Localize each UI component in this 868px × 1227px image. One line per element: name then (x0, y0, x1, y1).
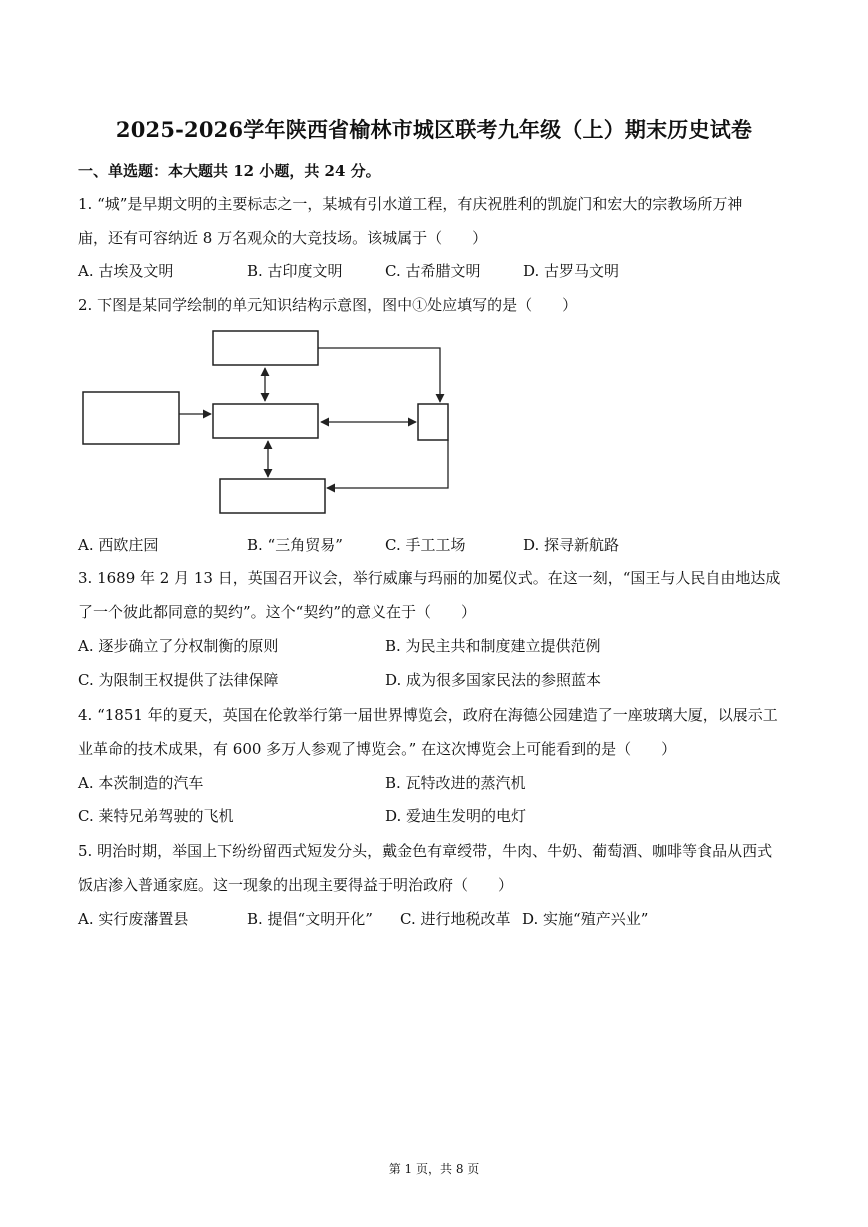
arrow-spirit (318, 348, 440, 402)
q4-option-d[interactable]: D. 爱迪生发明的电灯 (385, 807, 527, 825)
q1-option-d[interactable]: D. 古罗马文明 (523, 262, 620, 280)
q2-option-c[interactable]: C. 手工工场 (385, 536, 466, 554)
section-heading: 一、单选题：本大题共 12 小题，共 24 分。 (78, 162, 381, 180)
q5-option-b[interactable]: B. 提倡“文明开化” (247, 910, 373, 928)
q3-option-c[interactable]: C. 为限制王权提供了法律保障 (78, 671, 279, 689)
q1-option-c[interactable]: C. 古希腊文明 (385, 262, 481, 280)
q5-option-a[interactable]: A. 实行废藩置县 (78, 910, 189, 928)
q5-stem-line2: 饭店渗入普通家庭。这一现象的出现主要得益于明治政府（ ） (78, 876, 514, 894)
q4-option-b[interactable]: B. 瓦特改进的蒸汽机 (385, 774, 526, 792)
q5-stem-line1: 5. 明治时期，举国上下纷纷留西式短发分头，戴金色有章绶带，牛肉、牛奶、葡萄酒、咖啡等食品从西式 (78, 842, 773, 860)
q3-option-b[interactable]: B. 为民主共和制度建立提供范例 (385, 637, 601, 655)
q2-option-a[interactable]: A. 西欧庄园 (78, 536, 159, 554)
q1-stem-line2: 庙，还有可容纳近 8 万名观众的大竞技场。该城属于（ ） (78, 229, 488, 247)
q4-option-a[interactable]: A. 本茨制造的汽车 (78, 774, 204, 792)
box-west-europe (83, 392, 179, 444)
q2-stem-line1: 2. 下图是某同学绘制的单元知识结构示意图，图中①处应填写的是（ ） (78, 296, 578, 314)
q2-option-d[interactable]: D. 探寻新航路 (523, 536, 620, 554)
q1-option-b[interactable]: B. 古印度文明 (247, 262, 343, 280)
q4-stem-line2: 业革命的技术成果，有 600 多万人参观了博览会。” 在这次博览会上可能看到的是（ ） (78, 740, 677, 758)
arrow-condition (327, 440, 448, 488)
q3-option-d[interactable]: D. 成为很多国家民法的参照蓝本 (385, 671, 602, 689)
knowledge-structure-diagram (78, 326, 458, 522)
box-blank (418, 404, 448, 440)
q5-option-c[interactable]: C. 进行地税改革 (400, 910, 511, 928)
q1-option-a[interactable]: A. 古埃及文明 (78, 262, 174, 280)
q4-option-c[interactable]: C. 莱特兄弟驾驶的飞机 (78, 807, 234, 825)
q5-option-d[interactable]: D. 实施“殖产兴业” (522, 910, 649, 928)
box-colonial (220, 479, 325, 513)
q3-option-a[interactable]: A. 逐步确立了分权制衡的原则 (78, 637, 279, 655)
page-title: 2025-2026学年陕西省榆林市城区联考九年级（上）期末历史试卷 (115, 117, 753, 142)
q4-stem-line1: 4. “1851 年的夏天，英国在伦敦举行第一届世界博览会，政府在海德公园建造了一座玻璃大厦，以展示工 (78, 706, 778, 724)
q2-option-b[interactable]: B. “三角贸易” (247, 536, 343, 554)
page-footer: 第 1 页，共 8 页 (388, 1162, 480, 1176)
box-renaissance (213, 331, 318, 365)
q3-stem-line2: 了一个彼此都同意的契约”。这个“契约”的意义在于（ ） (78, 603, 477, 621)
q3-stem-line1: 3. 1689 年 2 月 13 日，英国召开议会，举行威廉与玛丽的加冕仪式。在这一刻，“国王与人民自由地达成 (78, 569, 781, 587)
box-capitalism (213, 404, 318, 438)
q1-stem-line1: 1. “城”是早期文明的主要标志之一，某城有引水道工程，有庆祝胜利的凯旋门和宏大的宗教场所万神 (78, 195, 743, 213)
